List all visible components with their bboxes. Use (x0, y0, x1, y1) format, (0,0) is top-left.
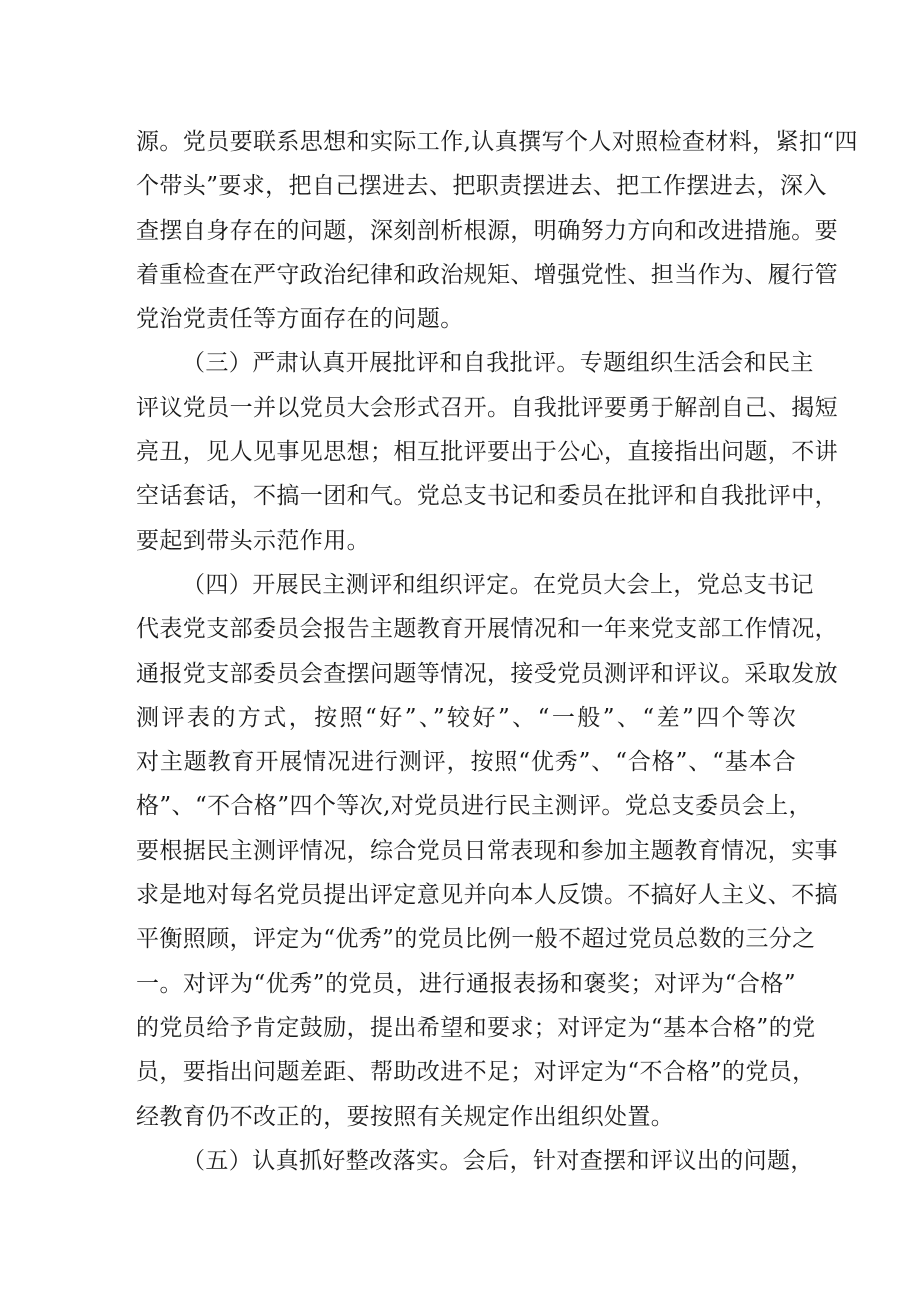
text-line: （三）严肃认真开展批评和自我批评。专题组织生活会和民主 (182, 350, 814, 377)
text-line: 的党员给予肯定鼓励，提出希望和要求；对评定为“基本合格”的党 (136, 1014, 816, 1041)
text-line: 求是地对每名党员提出评定意见并向本人反馈。不搞好人主义、不搞 (136, 882, 838, 909)
text-line: 一。对评为“优秀”的党员，进行通报表扬和褒奖；对评为“合格” (136, 970, 796, 997)
text-line: （四）开展民主测评和组织评定。在党员大会上，党总支书记 (182, 571, 814, 598)
text-line: 要根据民主测评情况，综合党员日常表现和参加主题教育情况，实事 (136, 837, 838, 864)
text-line: 要起到带头示范作用。 (136, 527, 370, 554)
text-line: 平衡照顾，评定为“优秀”的党员比例一般不超过党员总数的三分之 (136, 926, 816, 953)
text-line: 代表党支部委员会报告主题教育开展情况和一年来党支部工作情况， (136, 616, 838, 643)
text-line: （五）认真抓好整改落实。会后，针对查摆和评议出的问题， (182, 1147, 814, 1174)
paragraph-rectification (136, 1139, 814, 1183)
text-line: 源。党员要联系思想和实际工作,认真撰写个人对照检查材料，紧扣“四 (136, 129, 858, 155)
text-line: 通报党支部委员会查摆问题等情况，接受党员测评和评议。采取发放 (136, 660, 838, 687)
paragraph-continuation (136, 120, 858, 341)
text-line: 员，要指出问题差距、帮助改进不足；对评定为“不合格”的党员， (136, 1059, 816, 1086)
text-line: 测评表的方式，按照“好”、”较好”、“一般”、“差”四个等次 (136, 704, 796, 731)
text-line: 个带头”要求，把自己摆进去、把职责摆进去、把工作摆进去，深入 (136, 173, 827, 200)
text-line: 亮丑，见人见事见思想；相互批评要出于公心，直接指出问题，不讲 (136, 439, 838, 466)
text-line: 格”、“不合格”四个等次,对党员进行民主测评。党总支委员会上， (136, 793, 812, 820)
paragraph-criticism (136, 341, 838, 562)
text-line: 评议党员一并以党员大会形式召开。自我批评要勇于解剖自己、揭短 (136, 394, 838, 421)
text-line: 查摆自身存在的问题，深刻剖析根源，明确努力方向和改进措施。要 (136, 217, 838, 244)
text-line: 对主题教育开展情况进行测评，按照“优秀”、“合格”、“基本合 (136, 749, 796, 776)
text-line: 空话套话，不搞一团和气。党总支书记和委员在批评和自我批评中， (136, 483, 838, 510)
paragraph-evaluation (136, 563, 838, 1139)
document-body (136, 120, 858, 1183)
text-line: 经教育仍不改正的，要按照有关规定作出组织处置。 (136, 1103, 675, 1130)
text-line: 着重检查在严守政治纪律和政治规矩、增强党性、担当作为、履行管 (136, 261, 838, 288)
text-line: 党治党责任等方面存在的问题。 (136, 306, 464, 333)
